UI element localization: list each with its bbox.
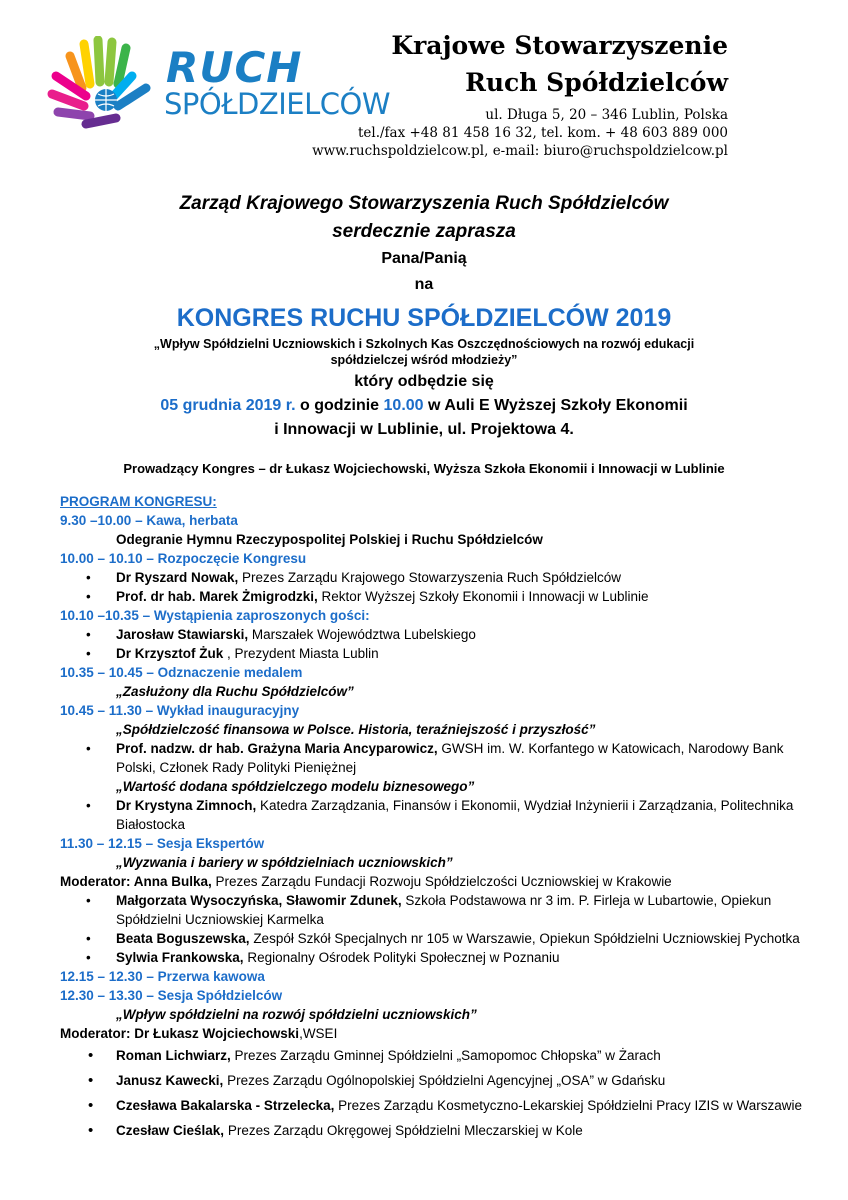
- session-note: „Wpływ spółdzielni na rozwój spółdzielni uczniowskich”: [116, 1007, 477, 1022]
- list-item: • Roman Lichwiarz, Prezes Zarządu Gminnej Spółdzielni „Samopomoc Chłopska” w Żarach: [60, 1046, 820, 1065]
- place-line2: i Innowacji w Lublinie, ul. Projektowa 4.: [274, 421, 574, 438]
- when-intro: który odbędzie się: [354, 373, 494, 390]
- session-time: 10.00 – 10.10 – Rozpoczęcie Kongresu: [60, 551, 307, 566]
- session-time: 11.30 – 12.15 – Sesja Ekspertów: [60, 836, 265, 851]
- speaker-list: [60, 891, 820, 967]
- logo-text-ruch: RUCH: [166, 43, 303, 92]
- invite-line2: serdecznie zaprasza: [332, 221, 516, 242]
- speaker-list: [60, 568, 820, 606]
- logo: [46, 36, 390, 131]
- org-name-line2: Ruch Spółdzielców: [465, 68, 728, 97]
- list-item: • Małgorzata Wysoczyńska, Sławomir Zdunek, Szkoła Podstawowa nr 3 im. P. Firleja w Lubartowie, Opiekun Spółdzielni Uczniowskiej Karmelka: [60, 891, 820, 929]
- lecture-title: „Spółdzielczość finansowa w Polsce. Historia, teraźniejszość i przyszłość”: [116, 722, 596, 737]
- congress-title: KONGRES RUCHU SPÓŁDZIELCÓW 2019: [176, 304, 672, 332]
- list-item: • Dr Krzysztof Żuk , Prezydent Miasta Lublin: [60, 644, 820, 663]
- session-note: „Wyzwania i bariery w spółdzielniach uczniowskich”: [116, 855, 453, 870]
- session-time: 10.45 – 11.30 – Wykład inauguracyjny: [60, 703, 300, 718]
- session-time: 10.35 – 10.45 – Odznaczenie medalem: [60, 665, 303, 680]
- speaker-list: [60, 625, 820, 663]
- letterhead: [0, 0, 848, 170]
- org-web-email: www.ruchspoldzielcow.pl, e-mail: biuro@ruchspoldzielcow.pl: [312, 143, 728, 159]
- hour-prefix: o godzinie: [295, 397, 384, 414]
- list-item: • Jarosław Stawiarski, Marszałek Województwa Lubelskiego: [60, 625, 820, 644]
- organization-info: [312, 30, 728, 160]
- event-hour: 10.00: [383, 397, 424, 414]
- org-address: ul. Długa 5, 20 – 346 Lublin, Polska: [485, 107, 728, 123]
- speaker-list: [60, 796, 820, 834]
- session-time: 12.15 – 12.30 – Przerwa kawowa: [60, 969, 265, 984]
- org-phone: tel./fax +48 81 458 16 32, tel. kom. + 48 603 889 000: [357, 125, 728, 141]
- program: [60, 492, 820, 1140]
- when-line: [0, 394, 848, 418]
- invite-line4: na: [414, 276, 434, 293]
- list-item: • Prof. nadzw. dr hab. Grażyna Maria Ancyparowicz, GWSH im. W. Korfantego w Katowicach, Narodowy Bank Polski, Członek Rady Polityki Pieniężnej: [60, 739, 820, 777]
- invite-line3: Pana/Panią: [381, 250, 467, 267]
- place-line1: w Auli E Wyższej Szkoły Ekonomii: [423, 397, 688, 414]
- event-date: 05 grudnia 2019 r.: [160, 397, 296, 414]
- session-time: 12.30 – 13.30 – Sesja Spółdzielców: [60, 988, 283, 1003]
- speaker-list: [60, 739, 820, 777]
- org-name-line1: Krajowe Stowarzyszenie: [391, 31, 728, 60]
- speaker-list: [60, 1046, 820, 1140]
- congress-subtitle: „Wpływ Spółdzielni Uczniowskich i Szkolnych Kas Oszczędnościowych na rozwój edukacji spółdzielczej wśród młodzieży”: [153, 337, 695, 367]
- program-heading: PROGRAM KONGRESU:: [60, 494, 217, 509]
- moderator: Moderator: Anna Bulka, Prezes Zarządu Fundacji Rozwoju Spółdzielczości Uczniowskiej w Krakowie: [60, 874, 672, 889]
- moderator: Moderator: Dr Łukasz Wojciechowski,WSEI: [60, 1026, 338, 1041]
- list-item: • Dr Krystyna Zimnoch, Katedra Zarządzania, Finansów i Ekonomii, Wydział Inżynierii i Zarządzania, Politechnika Białostocka: [60, 796, 820, 834]
- session-note: „Zasłużony dla Ruchu Spółdzielców”: [116, 684, 354, 699]
- list-item: • Dr Ryszard Nowak, Prezes Zarządu Krajowego Stowarzyszenia Ruch Spółdzielców: [60, 568, 820, 587]
- lecture-title: „Wartość dodana spółdzielczego modelu biznesowego”: [116, 779, 475, 794]
- host-info: Prowadzący Kongres – dr Łukasz Wojciechowski, Wyższa Szkoła Ekonomii i Innowacji w Lublinie: [123, 461, 725, 476]
- list-item: • Janusz Kawecki, Prezes Zarządu Ogólnopolskiej Spółdzielni Agencyjnej „OSA” w Gdańsku: [60, 1071, 820, 1090]
- list-item: • Sylwia Frankowska, Regionalny Ośrodek Polityki Społecznej w Poznaniu: [60, 948, 820, 967]
- invitation: [0, 190, 848, 478]
- list-item: • Czesław Cieślak, Prezes Zarządu Okręgowej Spółdzielni Mleczarskiej w Kole: [60, 1121, 820, 1140]
- session-time: 10.10 –10.35 – Wystąpienia zaproszonych gości:: [60, 608, 370, 623]
- logo-text-spoldzielcow: SPÓŁDZIELCÓW: [164, 87, 390, 121]
- list-item: • Czesława Bakalarska - Strzelecka, Prezes Zarządu Kosmetyczno-Lekarskiej Spółdzielni Pracy IZIS w Warszawie: [60, 1096, 820, 1115]
- list-item: • Beata Boguszewska, Zespół Szkół Specjalnych nr 105 w Warszawie, Opiekun Spółdzielni Uczniowskiej Pychotka: [60, 929, 820, 948]
- hands-icon: [46, 36, 166, 131]
- invite-line1: Zarząd Krajowego Stowarzyszenia Ruch Spółdzielców: [179, 193, 669, 214]
- list-item: • Prof. dr hab. Marek Żmigrodzki, Rektor Wyższej Szkoły Ekonomii i Innowacji w Lublinie: [60, 587, 820, 606]
- session-note: Odegranie Hymnu Rzeczypospolitej Polskiej i Ruchu Spółdzielców: [116, 532, 543, 547]
- session-time: 9.30 –10.00 – Kawa, herbata: [60, 513, 238, 528]
